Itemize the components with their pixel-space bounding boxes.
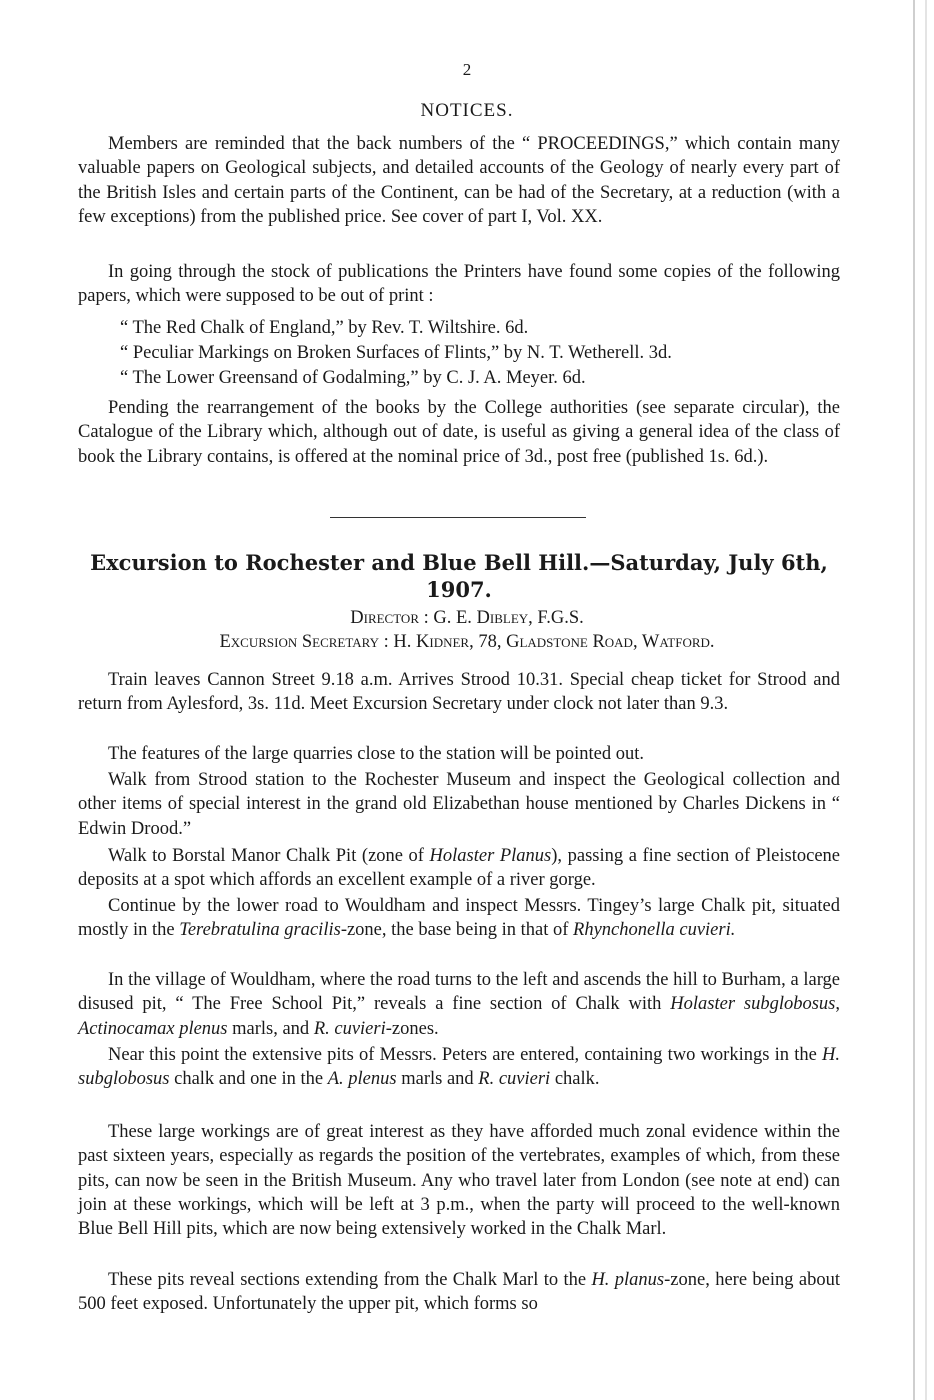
excursion-paragraph-blue-bell-pits: These pits reveal sections extending from the Chalk Marl to the H. planus-zone, here being about 500 feet exposed. Unfortunately the upper pit, which forms so <box>78 1270 840 1315</box>
publication-item: “ The Lower Greensand of Godalming,” by C. J. A. Meyer. 6d. <box>120 368 586 388</box>
species-name: R. cuvieri <box>313 1018 386 1039</box>
species-name: A. plenus <box>327 1069 397 1090</box>
notices-paragraph-3: Pending the rearrangement of the books by the College authorities (see separate circular), the Catalogue of the Library which, although out of date, is useful as giving a general idea of the class of book the Library contains, is offered at the nominal price of 3d., post free (published 1s. 6d.). <box>78 398 840 467</box>
publication-item: “ The Red Chalk of England,” by Rev. T. Wiltshire. 6d. <box>120 318 529 338</box>
publication-item: “ Peculiar Markings on Broken Surfaces of Flints,” by N. T. Wetherell. 3d. <box>120 343 672 363</box>
species-name: Terebratulina gracilis <box>179 920 341 941</box>
excursion-paragraph-museum: Walk from Strood station to the Rochester Museum and inspect the Geological collection and other items of special interest in the grand old Elizabethan house mentioned by Charles Dickens in “ Edwin Drood.” <box>78 770 840 839</box>
excursion-paragraph-free-school-pit: In the village of Wouldham, where the road turns to the left and ascends the hill to Burham, a large disused pit, “ The Free School Pit,” reveals a fine section of Chalk with Holaster subglobosus, Actinocamax plenus marls, and R. cuvieri-zones. <box>78 970 840 1039</box>
excursion-paragraph-quarries: The features of the large quarries close to the station will be pointed out. <box>108 744 644 764</box>
excursion-paragraph-wouldham: Continue by the lower road to Wouldham and inspect Messrs. Tingey’s large Chalk pit, situated mostly in the Terebratulina gracilis-zone, the base being in that of Rhynchonella cuvieri. <box>78 896 840 941</box>
notices-heading: NOTICES. <box>420 100 514 121</box>
species-name: Holaster subglobosus <box>670 994 836 1015</box>
excursion-secretary: Excursion Secretary : H. Kidner, 78, Gladstone Road, Watford. <box>219 632 715 652</box>
section-divider <box>330 517 586 518</box>
excursion-paragraph-workings: These large workings are of great interest as they have afforded much zonal evidence within the past sixteen years, especially as regards the position of the vertebrates, examples of which, from these pits, can now be seen in the British Museum. Any who travel later from London (see note at end) can join at these workings, which will be left at 3 p.m., when the party will proceed to the well-known Blue Bell Hill pits, which are now being extensively worked in the Chalk Marl. <box>78 1122 840 1240</box>
excursion-paragraph-train: Train leaves Cannon Street 9.18 a.m. Arrives Strood 10.31. Special cheap ticket for Strood and return from Aylesford, 3s. 11d. Meet Excursion Secretary under clock not later than 9.3. <box>78 670 840 715</box>
page-edge-shadow-outer <box>925 0 927 1400</box>
excursion-paragraph-borstal: Walk to Borstal Manor Chalk Pit (zone of Holaster Planus), passing a fine section of Pleistocene deposits at a spot which affords an excellent example of a river gorge. <box>78 846 841 891</box>
page-number: 2 <box>462 60 472 79</box>
excursion-director: Director : G. E. Dibley, F.G.S. <box>350 608 584 628</box>
species-name: Rhynchonella cuvieri. <box>573 920 736 941</box>
species-name: H. planus <box>591 1270 665 1290</box>
species-name: H. subglobosus <box>78 1045 840 1090</box>
notices-paragraph-2: In going through the stock of publications the Printers have found some copies of the following papers, which were supposed to be out of print : <box>78 262 840 307</box>
species-name: Actinocamax plenus <box>78 1018 228 1039</box>
species-name: Holaster Planus <box>429 846 552 866</box>
page-edge-shadow <box>913 0 915 1400</box>
excursion-heading: Excursion to Rochester and Blue Bell Hill.—Saturday, July 6th, 1907. <box>90 550 828 602</box>
species-name: R. cuvieri <box>478 1069 551 1090</box>
excursion-paragraph-peters-pits: Near this point the extensive pits of Messrs. Peters are entered, containing two workings in the H. subglobosus chalk and one in the A. plenus marls and R. cuvieri chalk. <box>78 1045 840 1090</box>
notices-paragraph-1: Members are reminded that the back numbers of the “ PROCEEDINGS,” which contain many valuable papers on Geological subjects, and detailed accounts of the Geology of nearly every part of the British Isles and certain parts of the Continent, can be had of the Secretary, at a reduction (with a few exceptions) from the published price. See cover of part I, Vol. XX. <box>78 134 840 227</box>
